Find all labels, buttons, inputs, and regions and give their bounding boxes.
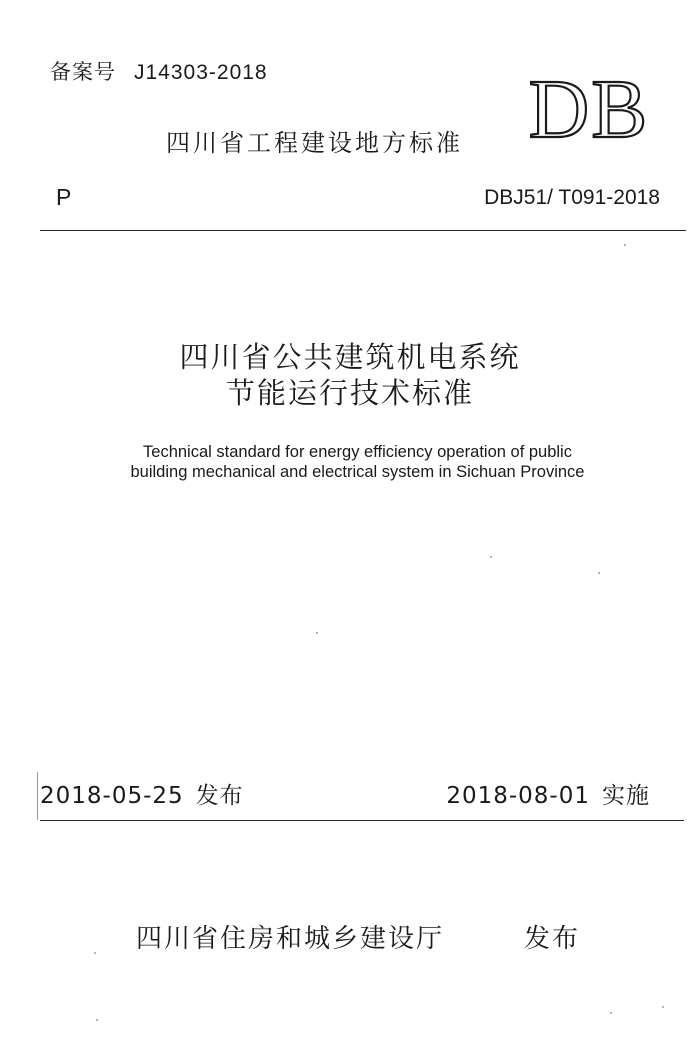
scan-speck	[96, 1019, 98, 1021]
chinese-title-line-1: 四川省公共建筑机电系统	[179, 340, 521, 374]
implementation-date-value: 2018-08-01	[446, 783, 590, 809]
classification-code: P	[56, 184, 72, 210]
db-logo	[514, 73, 664, 145]
scan-speck	[94, 952, 96, 954]
english-title-line-2: building mechanical and electrical system in Sichuan Province	[130, 463, 585, 481]
scan-speck	[624, 244, 626, 246]
implementation-date	[446, 777, 650, 810]
issue-date-label: 发布	[195, 783, 244, 809]
english-title-line-1: Technical standard for energy efficiency operation of public	[143, 443, 572, 461]
chinese-title-line-2: 节能运行技术标准	[225, 376, 474, 410]
scan-speck	[598, 572, 600, 574]
scan-speck	[490, 556, 492, 558]
scan-edge-mark	[37, 772, 38, 820]
db-logo-text: DB	[528, 73, 650, 145]
standard-number: DBJ51/ T091-2018	[484, 186, 660, 209]
implementation-date-label: 实施	[602, 783, 650, 809]
publisher-name: 四川省住房和城乡建设厅	[136, 924, 445, 954]
date-divider	[40, 820, 684, 821]
standard-category: 四川省工程建设地方标准	[166, 129, 463, 157]
header-divider	[40, 230, 686, 231]
record-number-label: 备案号	[50, 60, 116, 84]
record-number-code: J14303-2018	[134, 61, 268, 84]
scan-speck	[662, 1006, 664, 1008]
chinese-title	[0, 339, 700, 411]
publisher-label: 发布	[524, 924, 581, 954]
issue-date	[40, 777, 244, 810]
english-title	[0, 442, 700, 482]
scan-speck	[316, 632, 318, 634]
issue-date-value: 2018-05-25	[40, 783, 184, 809]
scan-speck	[610, 1012, 612, 1014]
record-number	[50, 56, 268, 86]
